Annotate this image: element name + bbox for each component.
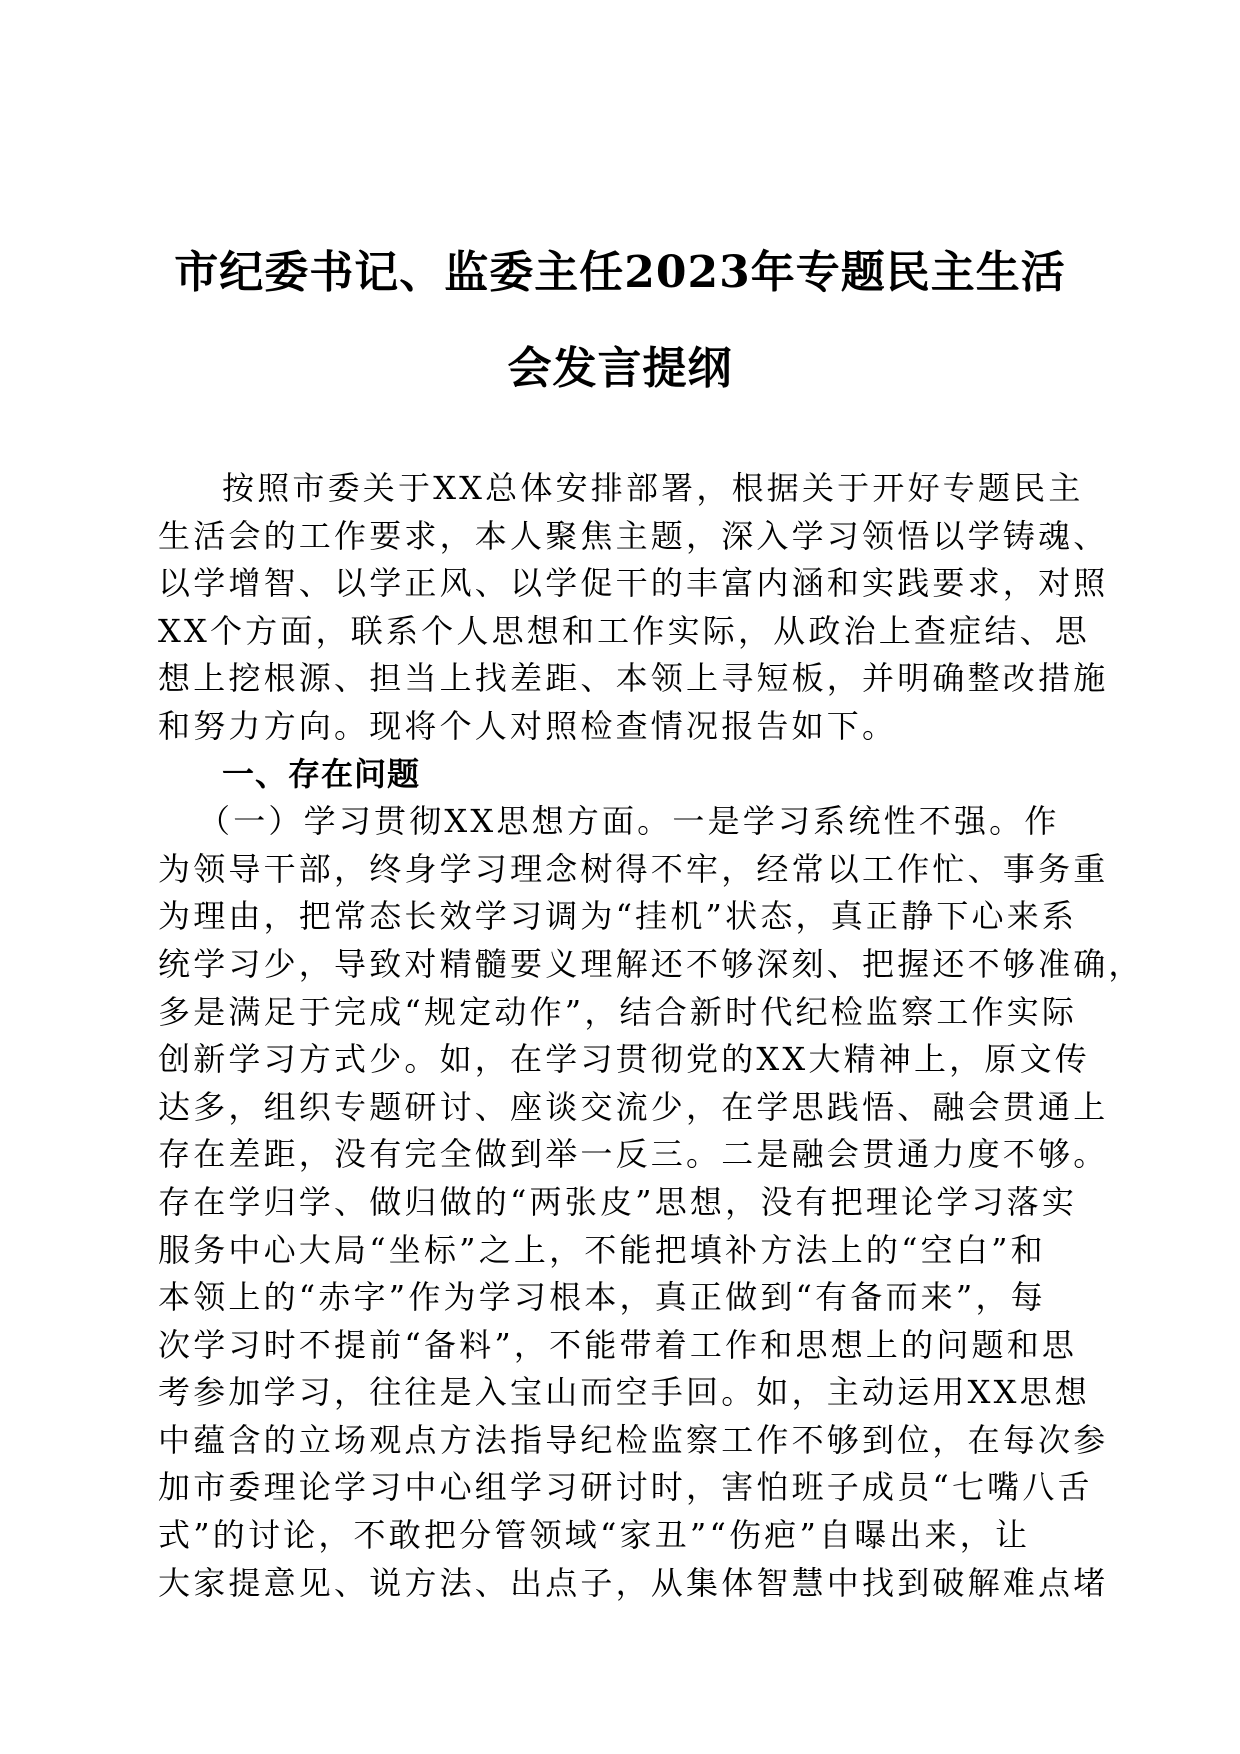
document-title xyxy=(150,225,1090,417)
paragraph-intro-line: 以学增智、以学正风、以学促干的丰富内涵和实践要求，对照 xyxy=(158,564,1109,603)
title-line-2: 会发言提纲 xyxy=(507,343,733,394)
paragraph-section-line: 次学习时不提前“备料”，不能带着工作和思想上的问题和思 xyxy=(158,1325,1078,1364)
title-line-1: 市纪委书记、监委主任2023年专题民主生活 xyxy=(174,247,1066,298)
paragraph-section-line: 本领上的“赤字”作为学习根本，真正做到“有备而来”，每 xyxy=(158,1278,1046,1317)
paragraph-section-line: 存在学归学、做归做的“两张皮”思想，没有把理论学习落实 xyxy=(158,1182,1078,1221)
document-body xyxy=(158,465,1144,1607)
paragraph-section-line: 达多，组织专题研讨、座谈交流少，在学思践悟、融会贯通上 xyxy=(158,1087,1109,1126)
paragraph-intro-line: 生活会的工作要求，本人聚焦主题，深入学习领悟以学铸魂、 xyxy=(158,516,1109,555)
paragraph-section-line: 为理由，把常态长效学习调为“挂机”状态，真正静下心来系 xyxy=(158,897,1078,936)
paragraph-section-line: 统学习少，导致对精髓要义理解还不够深刻、把握还不够准确， xyxy=(158,944,1144,983)
paragraph-section-line: 多是满足于完成“规定动作”，结合新时代纪检监察工作实际 xyxy=(158,992,1078,1031)
paragraph-section-line: 为领导干部，终身学习理念树得不牢，经常以工作忙、事务重 xyxy=(158,849,1109,888)
paragraph-section-line: 服务中心大局“坐标”之上，不能把填补方法上的“空白”和 xyxy=(158,1230,1046,1269)
paragraph-intro-line: 想上挖根源、担当上找差距、本领上寻短板，并明确整改措施 xyxy=(158,659,1109,698)
paragraph-section-line: 加市委理论学习中心组学习研讨时，害怕班子成员“七嘴八舌 xyxy=(158,1468,1093,1507)
section-heading: 一、存在问题 xyxy=(222,754,421,793)
paragraph-section-line: （一）学习贯彻XX思想方面。一是学习系统性不强。作 xyxy=(198,802,1060,841)
paragraph-section-line: 考参加学习，往往是入宝山而空手回。如，主动运用XX思想 xyxy=(158,1373,1090,1412)
paragraph-intro-line: 和努力方向。现将个人对照检查情况报告如下。 xyxy=(158,706,898,745)
paragraph-intro-line: 按照市委关于XX总体安排部署，根据关于开好专题民主 xyxy=(222,469,1084,507)
paragraph-intro-line: XX个方面，联系个人思想和工作实际，从政治上查症结、思 xyxy=(158,611,1090,650)
paragraph-section-line: 创新学习方式少。如，在学习贯彻党的XX大精神上，原文传 xyxy=(158,1040,1090,1079)
paragraph-section-line: 式”的讨论，不敢把分管领域“家丑”“伤疤”自曝出来，让 xyxy=(158,1516,1031,1555)
paragraph-section-line: 中蕴含的立场观点方法指导纪检监察工作不够到位，在每次参 xyxy=(158,1420,1109,1459)
paragraph-section-line: 存在差距，没有完全做到举一反三。二是融会贯通力度不够。 xyxy=(158,1135,1109,1174)
paragraph-section-line: 大家提意见、说方法、出点子，从集体智慧中找到破解难点堵 xyxy=(158,1563,1109,1602)
